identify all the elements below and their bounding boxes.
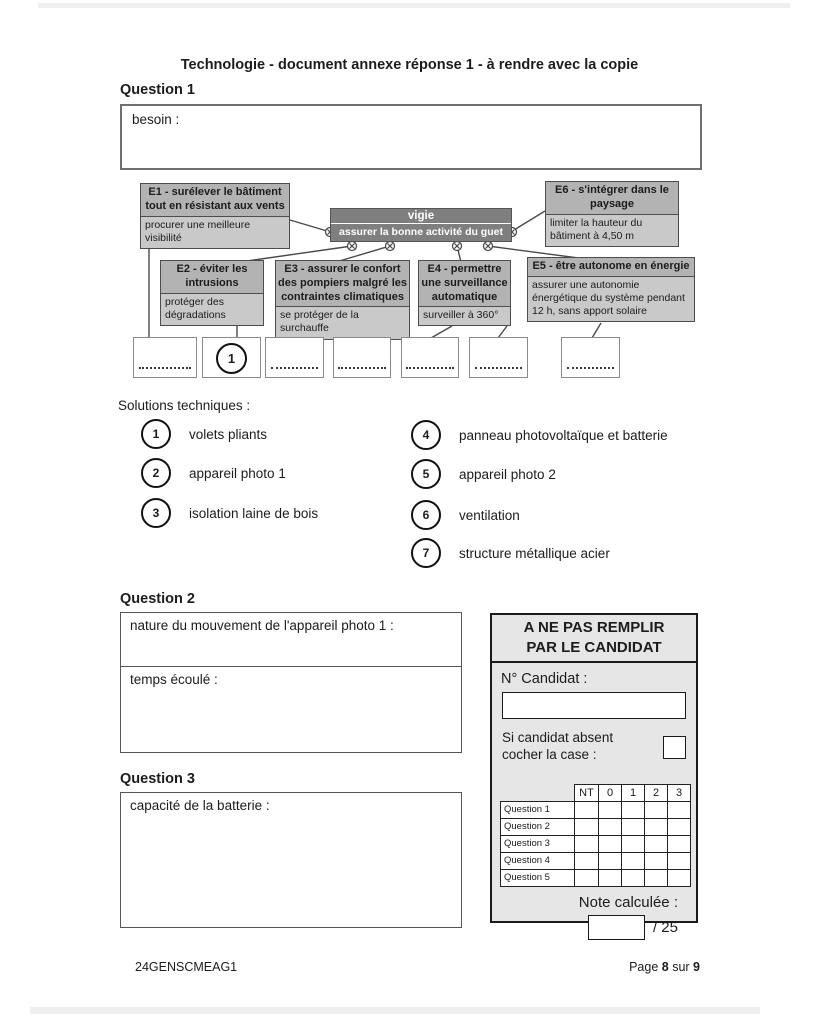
score-row-label: Question 4: [501, 852, 575, 869]
function-e1-title: E1 - surélever le bâtiment tout en résistant aux vents: [141, 184, 289, 217]
score-cell[interactable]: [645, 852, 668, 869]
score-col-header: 0: [599, 784, 622, 801]
function-e5-title: E5 - être autonome en énergie: [528, 258, 694, 277]
score-cell[interactable]: [599, 801, 622, 818]
dotted-answer-line: [406, 367, 453, 369]
score-cell[interactable]: [575, 869, 599, 886]
note-input-box[interactable]: [588, 915, 645, 940]
function-e6-title: E6 - s'intégrer dans le paysage: [546, 182, 678, 215]
score-row-label: Question 3: [501, 835, 575, 852]
question3-field-label: capacité de la batterie :: [130, 798, 270, 813]
score-panel-header-line1: A NE PAS REMPLIR: [523, 619, 665, 636]
answer-box-7[interactable]: [561, 337, 620, 378]
answer-box-4[interactable]: [333, 337, 391, 378]
score-cell[interactable]: [599, 818, 622, 835]
function-e4-criterion: surveiller à 360°: [419, 307, 510, 325]
candidate-number-input[interactable]: [502, 692, 686, 719]
solutions-heading: Solutions techniques :: [118, 398, 251, 413]
function-e2-title: E2 - éviter les intrusions: [161, 261, 263, 294]
question2-field2-label: temps écoulé :: [130, 672, 218, 687]
score-cell[interactable]: [575, 801, 599, 818]
score-col-header: 2: [645, 784, 668, 801]
score-cell[interactable]: [599, 869, 622, 886]
solution-label: panneau photovoltaïque et batterie: [459, 427, 668, 443]
solution-label: structure métallique acier: [459, 545, 610, 561]
solution-item-3: [141, 498, 318, 528]
central-box-title: vigie: [331, 209, 511, 224]
answer-box-5[interactable]: [401, 337, 459, 378]
candidate-number-label: N° Candidat :: [501, 671, 588, 687]
question2-field1-label: nature du mouvement de l'appareil photo 1 :: [130, 618, 394, 633]
footer-page-number: 8: [661, 960, 669, 974]
score-row-question3: [501, 835, 691, 852]
score-cell[interactable]: [575, 835, 599, 852]
question2-field-movement[interactable]: [121, 613, 461, 667]
score-cell[interactable]: [668, 852, 691, 869]
solution-label: isolation laine de bois: [189, 505, 319, 521]
footer-document-code: 24GENSCMEAG1: [135, 960, 238, 974]
score-cell[interactable]: [668, 869, 691, 886]
function-e1-criterion: procurer une meilleure visibilité: [141, 217, 289, 248]
note-label: Note calculée :: [578, 893, 678, 911]
function-box-e4: [418, 260, 511, 326]
score-row-question2: [501, 818, 691, 835]
central-box-subtitle: assurer la bonne activité du guet: [339, 226, 503, 238]
score-table-corner: [501, 784, 575, 801]
function-box-e3: [275, 260, 410, 340]
function-e3-title: E3 - assurer le confort des pompiers malgré les contraintes climatiques: [276, 261, 409, 307]
examiner-score-panel: [490, 613, 698, 936]
solution-number-badge: 6: [411, 500, 441, 530]
score-cell[interactable]: [622, 801, 645, 818]
function-e2-criterion: protéger des dégradations: [161, 294, 263, 325]
function-box-e6: [545, 181, 679, 247]
solution-label: ventilation: [459, 507, 520, 523]
dotted-answer-line: [567, 367, 615, 369]
page-title: Technologie - document annexe réponse 1 - à rendre avec la copie: [180, 57, 639, 73]
absent-candidate-label: Si candidat absent cocher la case :: [502, 730, 614, 762]
score-panel-header: [492, 615, 696, 663]
score-col-header: 1: [622, 784, 645, 801]
dotted-answer-line: [139, 367, 191, 369]
prefilled-solution-number: 1: [216, 343, 247, 374]
function-e5-criterion: assurer une autonomie énergétique du système pendant 12 h, sans apport solaire: [528, 277, 694, 321]
dotted-answer-line: [338, 367, 385, 369]
solution-item-4: [411, 420, 668, 450]
function-box-e2: [160, 260, 264, 326]
score-table-header-row: [501, 784, 691, 801]
score-row-label: Question 5: [501, 869, 575, 886]
solution-item-1: [141, 419, 267, 449]
function-e4-title: E4 - permettre une surveillance automatique: [419, 261, 510, 307]
score-row-question5: [501, 869, 691, 886]
function-box-e1: [140, 183, 290, 249]
function-e6-criterion: limiter la hauteur du bâtiment à 4,50 m: [546, 215, 678, 246]
score-table: [500, 784, 691, 887]
solution-number-badge: 4: [411, 420, 441, 450]
score-cell[interactable]: [622, 818, 645, 835]
footer-page-total: 9: [693, 960, 700, 974]
absent-checkbox[interactable]: [663, 736, 686, 759]
solution-label: volets pliants: [189, 426, 268, 442]
score-cell[interactable]: [668, 801, 691, 818]
function-box-e5: [527, 257, 695, 322]
absent-candidate-row: [502, 730, 686, 764]
score-panel-header-line2: PAR LE CANDIDAT: [526, 638, 662, 656]
score-cell[interactable]: [622, 869, 645, 886]
score-cell[interactable]: [645, 818, 668, 835]
score-cell[interactable]: [575, 852, 599, 869]
solution-number-badge: 1: [141, 419, 171, 449]
central-vigie-box: [330, 208, 512, 242]
solution-number-badge: 7: [411, 538, 441, 568]
question2-field-time[interactable]: [121, 667, 461, 752]
solution-item-7: [411, 538, 610, 568]
footer-page-indicator: Page 8 sur 9: [629, 960, 700, 974]
score-cell[interactable]: [599, 835, 622, 852]
answer-box-3[interactable]: [265, 337, 324, 378]
function-e3-criterion: se protéger de la surchauffe: [276, 307, 409, 338]
score-cell[interactable]: [668, 835, 691, 852]
score-cell[interactable]: [645, 835, 668, 852]
solution-label: appareil photo 2: [459, 466, 556, 482]
dotted-answer-line: [271, 367, 319, 369]
score-cell[interactable]: [575, 818, 599, 835]
solution-number-badge: 2: [141, 458, 171, 488]
question2-heading: Question 2: [120, 591, 195, 607]
question3-heading: Question 3: [120, 771, 195, 787]
solution-item-2: [141, 458, 286, 488]
score-row-question1: [501, 801, 691, 818]
answer-box-6[interactable]: [469, 337, 528, 378]
note-row: [492, 915, 678, 940]
score-cell[interactable]: [599, 852, 622, 869]
dotted-answer-line: [475, 367, 523, 369]
score-cell[interactable]: [645, 801, 668, 818]
score-cell[interactable]: [622, 852, 645, 869]
solution-item-6: [411, 500, 520, 530]
note-denominator: / 25: [652, 918, 678, 936]
solution-item-5: [411, 459, 556, 489]
score-row-label: Question 1: [501, 801, 575, 818]
score-cell[interactable]: [668, 818, 691, 835]
solution-number-badge: 3: [141, 498, 171, 528]
question3-answer-box[interactable]: [120, 792, 462, 928]
question2-answer-box: [120, 612, 462, 753]
score-cell[interactable]: [645, 869, 668, 886]
answer-box-2[interactable]: [202, 337, 261, 378]
score-cell[interactable]: [622, 835, 645, 852]
score-col-header: 3: [668, 784, 691, 801]
score-row-label: Question 2: [501, 818, 575, 835]
answer-box-1[interactable]: [133, 337, 197, 378]
score-row-question4: [501, 852, 691, 869]
score-col-header: NT: [575, 784, 599, 801]
question1-heading: Question 1: [120, 82, 195, 98]
question1-field-label: besoin :: [132, 112, 180, 127]
solution-label: appareil photo 1: [189, 465, 286, 481]
solution-number-badge: 5: [411, 459, 441, 489]
